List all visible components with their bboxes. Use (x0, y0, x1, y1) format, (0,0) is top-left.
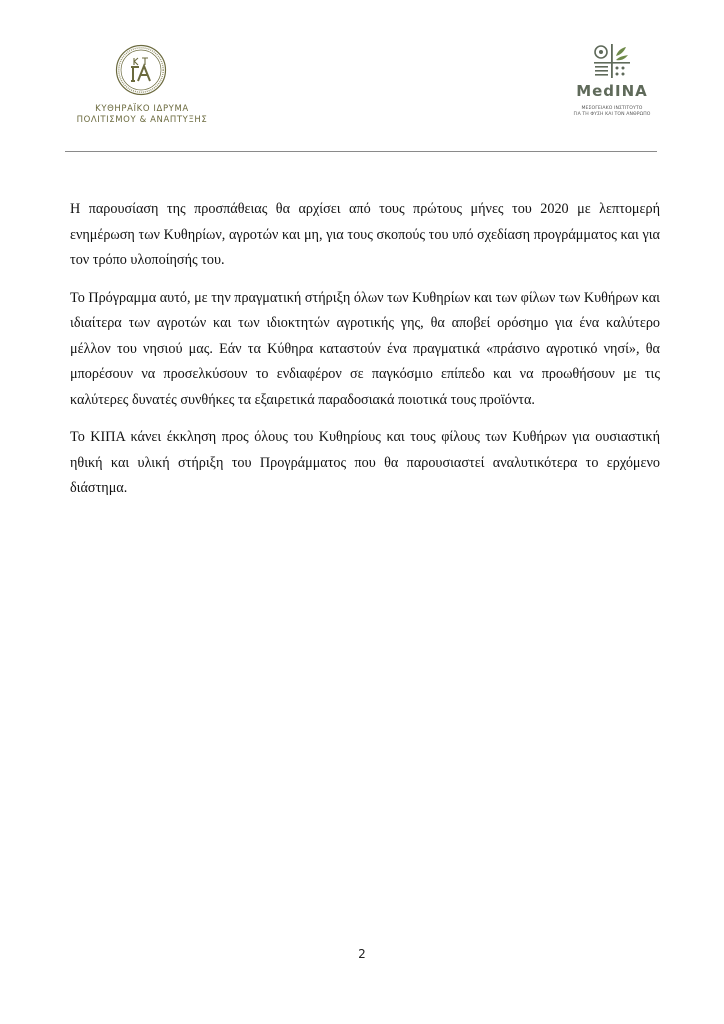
medina-subtitle (562, 106, 662, 118)
medina-mark-icon (592, 42, 632, 82)
paragraph-2: Το Πρόγραμμα αυτό, με την πραγματική στήριξη όλων των Κυθηρίων και των φίλων των Κυθήρων και ιδιαίτερα των αγροτών και των ιδιοκτητών αγροτικής γης, θα αποβεί ορόσημο για ένα καλύτερο μέλλον του νησιού μας. Εάν τα Κύθηρα καταστούν ένα πραγματικά «πράσινο αγροτικό νησί», θα μπορέσουν να προσελκύσουν το ενδιαφέρον σε παγκόσμιο επίπεδο και να προωθήσουν με τις καλύτερες δυνατές συνθήκες τα εξαιρετικά παραδοσιακά ποιοτικά τους προϊόντα. (70, 289, 660, 408)
kipa-name (52, 104, 232, 126)
medina-subtitle-line1: ΜΕΣΟΓΕΙΑΚΟ ΙΝΣΤΙΤΟΥΤΟ (581, 106, 643, 111)
header-divider (65, 151, 657, 152)
paragraph-1: Η παρουσίαση της προσπάθειας θα αρχίσει από τους πρώτους μήνες του 2020 με λεπτομερή ενημέρωση των Κυθηρίων, αγροτών και μη, για τους σκοπούς του υπό σχεδίαση προγράμματος και για τον τρόπο υλοποίησής του. (70, 201, 660, 268)
kipa-seal-icon (115, 44, 167, 96)
kipa-name-line2: ΠΟΛΙΤΙΣΜΟΥ & ΑΝΑΠΤΥΞΗΣ (76, 115, 208, 125)
paragraph-3: Το ΚΙΠΑ κάνει έκκληση προς όλους του Κυθηρίους και τους φίλους των Κυθήρων για ουσιαστική ηθική και υλική στήριξη του Προγράμματος που θα παρουσιαστεί αναλυτικότερα το ερχόμενο διάστημα. (70, 429, 660, 496)
medina-subtitle-line2: ΓΙΑ ΤΗ ΦΥΣΗ ΚΑΙ ΤΟΝ ΑΝΘΡΩΠΟ (573, 112, 651, 117)
kipa-logo (76, 44, 262, 125)
medina-logo (562, 40, 662, 130)
document-body (70, 197, 660, 514)
page-number: 2 (358, 947, 366, 961)
page-header (0, 0, 724, 160)
kipa-name-line1: ΚΥΘΗΡΑΪΚΟ ΙΔΡΥΜΑ (95, 104, 189, 114)
medina-name: MedINA (576, 82, 648, 100)
